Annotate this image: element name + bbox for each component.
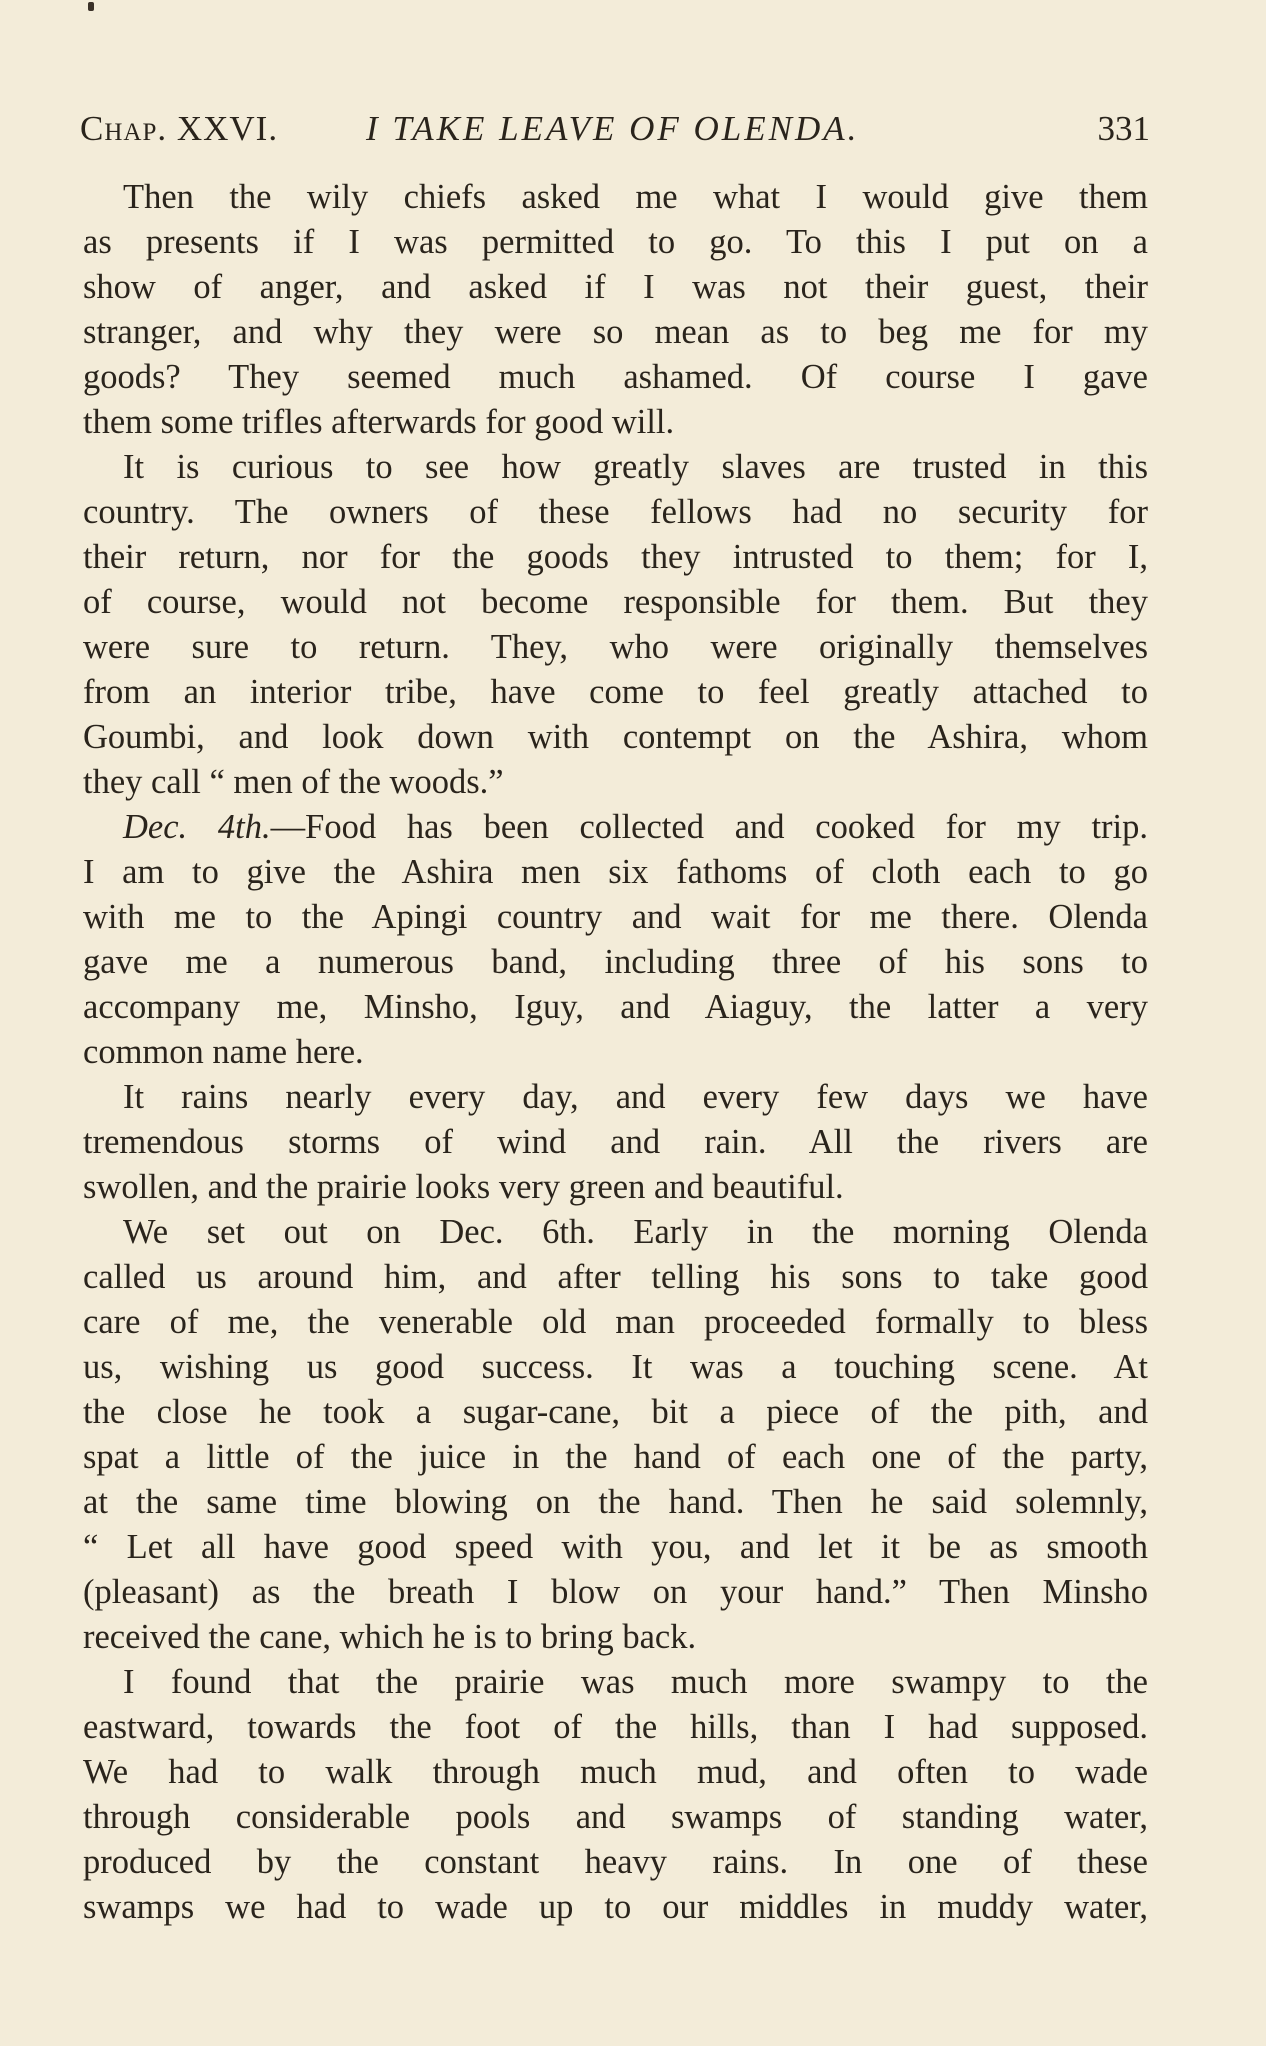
text-line	[83, 1705, 1148, 1750]
line-text: spat a little of the juice in the hand of each one of the party,	[83, 1438, 1148, 1476]
text-line	[83, 1795, 1148, 1840]
text-line	[83, 1660, 1148, 1705]
line-text: eastward, towards the foot of the hills, than I had supposed.	[83, 1708, 1148, 1746]
line-text: their return, nor for the goods they intrusted to them; for I,	[83, 538, 1148, 576]
text-line	[83, 310, 1148, 355]
text-line	[83, 1210, 1148, 1255]
text-line	[83, 1480, 1148, 1525]
running-title: I TAKE LEAVE OF OLENDA.	[366, 109, 860, 148]
line-text: of course, would not become responsible for them. But they	[83, 583, 1148, 621]
line-text: goods? They seemed much ashamed. Of course I gave	[83, 358, 1148, 396]
text-line	[83, 625, 1148, 670]
line-text: swollen, and the prairie looks very green and beautiful.	[83, 1168, 844, 1206]
text-line	[83, 895, 1148, 940]
line-text: —Food has been collected and cooked for my trip.	[270, 808, 1148, 846]
line-text: show of anger, and asked if I was not their guest, their	[83, 268, 1148, 306]
text-line	[83, 1120, 1148, 1165]
page-number: 331	[1097, 109, 1150, 148]
text-line	[83, 1300, 1148, 1345]
line-text: with me to the Apingi country and wait for me there. Olenda	[83, 898, 1148, 936]
text-line	[83, 265, 1148, 310]
line-text: I am to give the Ashira men six fathoms of cloth each to go	[83, 853, 1148, 891]
text-line	[83, 1525, 1148, 1570]
line-text: received the cane, which he is to bring back.	[83, 1618, 697, 1656]
text-line	[83, 1750, 1148, 1795]
text-line	[83, 1165, 1148, 1210]
body-text	[83, 175, 1148, 1930]
line-text: swamps we had to wade up to our middles in muddy water,	[83, 1888, 1148, 1926]
line-text: stranger, and why they were so mean as to beg me for my	[83, 313, 1148, 351]
line-text: care of me, the venerable old man proceeded formally to bless	[83, 1303, 1148, 1341]
line-text: Then the wily chiefs asked me what I would give them	[123, 178, 1148, 216]
text-line	[83, 1840, 1148, 1885]
line-text: It is curious to see how greatly slaves are trusted in this	[123, 448, 1148, 486]
line-text: us, wishing us good success. It was a touching scene. At	[83, 1348, 1148, 1386]
text-line	[83, 715, 1148, 760]
text-line	[83, 1885, 1148, 1930]
line-text: were sure to return. They, who were originally themselves	[83, 628, 1148, 666]
line-text: We had to walk through much mud, and often to wade	[83, 1753, 1148, 1791]
line-text: tremendous storms of wind and rain. All the rivers are	[83, 1123, 1148, 1161]
running-header	[80, 104, 1150, 154]
ink-speck	[88, 2, 94, 11]
text-line	[83, 760, 1148, 805]
line-text: gave me a numerous band, including three of his sons to	[83, 943, 1148, 981]
line-text: “ Let all have good speed with you, and let it be as smooth	[83, 1528, 1148, 1566]
text-line	[83, 175, 1148, 220]
line-text: accompany me, Minsho, Iguy, and Aiaguy, the latter a very	[83, 988, 1148, 1026]
line-text: as presents if I was permitted to go. To this I put on a	[83, 223, 1148, 261]
text-line	[83, 1615, 1148, 1660]
line-text: the close he took a sugar-cane, bit a piece of the pith, and	[83, 1393, 1148, 1431]
text-line	[83, 1030, 1148, 1075]
line-text: It rains nearly every day, and every few days we have	[123, 1078, 1148, 1116]
text-line	[83, 490, 1148, 535]
line-text: Goumbi, and look down with contempt on the Ashira, whom	[83, 718, 1148, 756]
line-text: at the same time blowing on the hand. Then he said solemnly,	[83, 1483, 1148, 1521]
chapter-label: Chap. XXVI.	[80, 109, 279, 148]
line-text: common name here.	[83, 1033, 364, 1071]
text-line	[83, 580, 1148, 625]
text-line	[83, 985, 1148, 1030]
line-text: country. The owners of these fellows had no security for	[83, 493, 1148, 531]
line-text: (pleasant) as the breath I blow on your hand.” Then Minsho	[83, 1573, 1148, 1611]
line-text: them some trifles afterwards for good will.	[83, 403, 675, 441]
text-line	[83, 1255, 1148, 1300]
line-text: they call “ men of the woods.”	[83, 763, 504, 801]
text-line	[83, 670, 1148, 715]
line-text: I found that the prairie was much more swampy to the	[123, 1663, 1148, 1701]
text-line	[83, 805, 1148, 850]
text-line	[83, 355, 1148, 400]
line-text: through considerable pools and swamps of standing water,	[83, 1798, 1148, 1836]
text-line	[83, 850, 1148, 895]
text-line	[83, 220, 1148, 265]
text-line	[83, 1345, 1148, 1390]
text-line	[83, 535, 1148, 580]
line-text: We set out on Dec. 6th. Early in the morning Olenda	[123, 1213, 1148, 1251]
line-text: called us around him, and after telling his sons to take good	[83, 1258, 1148, 1296]
date-heading: Dec. 4th.	[123, 808, 271, 846]
text-line	[83, 445, 1148, 490]
text-line	[83, 1075, 1148, 1120]
text-line	[83, 1390, 1148, 1435]
text-line	[83, 400, 1148, 445]
text-line	[83, 1435, 1148, 1480]
line-text: from an interior tribe, have come to feel greatly attached to	[83, 673, 1148, 711]
text-line	[83, 1570, 1148, 1615]
line-text: produced by the constant heavy rains. In one of these	[83, 1843, 1148, 1881]
text-line	[83, 940, 1148, 985]
